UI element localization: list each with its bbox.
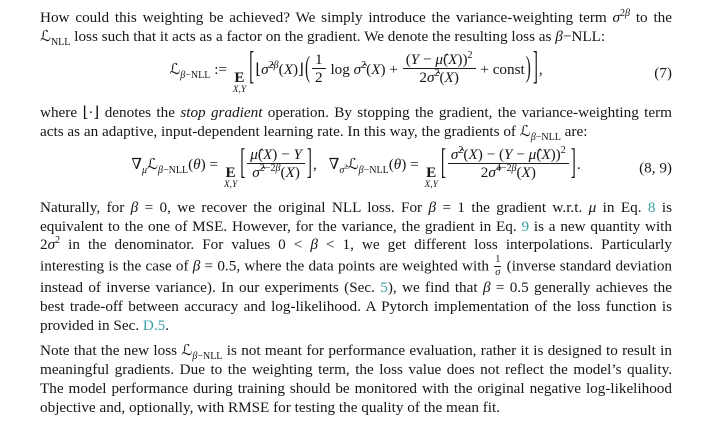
- expectation-operator: E X,Y: [232, 69, 247, 96]
- equation-7: [40, 45, 672, 96]
- paragraph-2: where ⌊·⌋ denotes the stop gradient operation. By stopping the gradient, the variance-weighting term acts as an adaptive, input-dependent learning rate. In this way, the gradients of ℒ$_{\beta-NLL}$ are:: [40, 103, 672, 143]
- reference-link[interactable]: D.5: [142, 317, 166, 335]
- fraction: $\frac{\sigmâ^2(X) - (Y - \mû(X))^2}{2\sigmâ^{4-2\beta}(X)}$: [447, 146, 570, 181]
- reference-link[interactable]: 9: [521, 217, 530, 235]
- expectation-operator: E X,Y: [424, 163, 438, 191]
- fraction: $\frac{\mû(X) - Y}{\sigmâ^{2-2\beta}(X)}$: [246, 146, 306, 181]
- fraction: $\frac{1}{2}$: [311, 51, 327, 86]
- paragraph-4: Note that the new loss ℒ$_{\beta-NLL}$ is not meant for performance evaluation, rather it is designed to result in meaningful gradients. Due to the weighting term, the loss value does not reflect the model’s quality. The model performance during training should be monitored with the original negative log-likelihood objective and, optionally, with RMSE for testing the quality of the mean fit.: [40, 342, 672, 416]
- fraction: $\frac{(Y - \mû(X))^2}{2\sigmâ^2(X)}$: [402, 51, 477, 86]
- equation-7-number: (7): [654, 64, 672, 82]
- equation-8-9: [40, 141, 672, 191]
- paragraph-3: Naturally, for β = 0, we recover the original NLL loss. For β = 1 the gradient w.r.t. μ in Eq. 8 is equivalent to the one of MSE. However, for the variance, the gradient in Eq. 9 is a new quantity with $2\sigma^2$ in the denominator. For values 0 < β < 1, we get different loss interpolations. Particularly interesting is the case of β = 0.5, where the data points are weighted with $\frac{1}{\sigma}$ (inverse standard deviation instead of inverse variance). In our experiments (Sec. 5), we find that β = 0.5 generally achieves the best trade-off between accuracy and log-likelihood. A Pytorch implementation of the loss function is provided in Sec. D.5.: [40, 198, 673, 335]
- expectation-operator: E X,Y: [223, 163, 238, 191]
- fraction: $\frac{1}{\sigma}$: [495, 254, 501, 278]
- equation-8-9-number: (8, 9): [639, 159, 672, 177]
- reference-link[interactable]: 8: [647, 198, 656, 216]
- equation-8-9-body: $\nabla_{\mû}ℒ_{\beta-NLL}(\theta)$ = E X,Y [ $\frac{\mû(X) - Y}{\sigmâ^{2-2\beta}(X)}$ ], $\nabla_{\sigmâ^2}ℒ_{\beta-NLL}(\theta)$ = E X,Y [ $\frac{\sigmâ^2(X) - (Y - \mû(X))^2}{2\sigmâ^{4-2\beta}(X)}$ ].: [131, 141, 581, 191]
- equation-7-body: ℒ$_{\beta-NLL}$ := E X,Y [⌊σ̂$^{2\beta}$(X)⌋( $\frac{1}{2}$ log σ̂$^2$(X) + $\frac{(Y - \mû(X))^2}{2\sigmâ^2(X)}$ + const) ],: [169, 45, 543, 96]
- paragraph-1: How could this weighting be achieved? We simply introduce the variance-weighting term $\sigma^{2\beta}$ to the ℒ$_{NLL}$ loss such that it acts as a factor on the gradient. We denote the resulting loss as β−NLL:: [40, 7, 672, 48]
- reference-link[interactable]: 5: [380, 279, 388, 297]
